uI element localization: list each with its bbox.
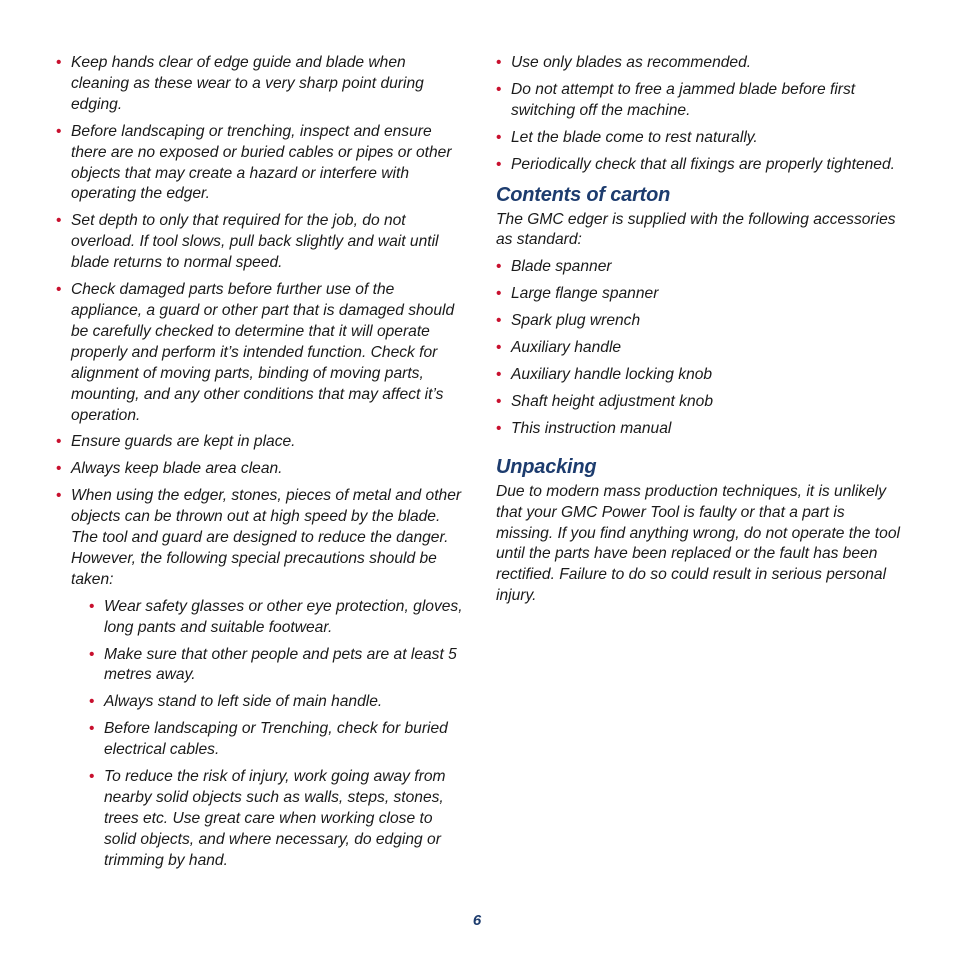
contents-item: • Auxiliary handle	[496, 338, 906, 359]
safety-list-continued	[496, 53, 906, 176]
contents-item: • Blade spanner	[496, 257, 906, 278]
list-item: • Keep hands clear of edge guide and blade when cleaning as these wear to a very sharp point during edging.	[56, 53, 466, 116]
left-column	[56, 53, 466, 878]
sub-list-item: • To reduce the risk of injury, work going away from nearby solid objects such as walls, steps, stones, trees etc. Use great care when working close to solid objects, and where necessary, do edging or trimming by hand.	[89, 767, 466, 872]
list-item: • Check damaged parts before further use of the appliance, a guard or other part that is damaged should be carefully checked to determine that it will operate properly and perform it’s intended function. Check for alignment of moving parts, binding of moving parts, mounting, and any other conditions that may affect it’s operation.	[56, 280, 466, 426]
sub-list-item: • Always stand to left side of main handle.	[89, 692, 466, 713]
list-item: • Before landscaping or trenching, inspect and ensure there are no exposed or buried cables or pipes or other objects that may create a hazard or interfere with operating the edger.	[56, 122, 466, 206]
contents-item: • This instruction manual	[496, 419, 906, 440]
sub-list-item: • Wear safety glasses or other eye protection, gloves, long pants and suitable footwear.	[89, 597, 466, 639]
page-number: 6	[472, 912, 482, 929]
precautions-sublist	[89, 597, 466, 872]
contents-item: • Shaft height adjustment knob	[496, 392, 906, 413]
list-item: • Set depth to only that required for the job, do not overload. If tool slows, pull back slightly and wait until blade returns to normal speed.	[56, 211, 466, 274]
list-item-text: When using the edger, stones, pieces of metal and other objects can be thrown out at high speed by the blade. The tool and guard are designed to reduce the danger. However, the following special precautions should be taken:	[71, 487, 462, 588]
contents-heading: Contents of carton	[496, 183, 671, 206]
unpacking-heading: Unpacking	[496, 455, 597, 478]
sub-list-item: • Make sure that other people and pets are at least 5 metres away.	[89, 645, 466, 687]
unpacking-text: Due to modern mass production techniques, it is unlikely that your GMC Power Tool is faulty or that a part is missing. If you find anything wrong, do not operate the tool until the parts have been replaced or the fault has been rectified. Failure to do so could result in serious personal injury.	[496, 482, 900, 605]
list-item: • Use only blades as recommended.	[496, 53, 906, 74]
safety-list	[56, 53, 466, 872]
list-item-with-sublist	[56, 486, 466, 871]
contents-item: • Spark plug wrench	[496, 311, 906, 332]
list-item: • Do not attempt to free a jammed blade before first switching off the machine.	[496, 80, 906, 122]
contents-item: • Large flange spanner	[496, 284, 906, 305]
contents-list	[496, 257, 906, 439]
list-item: • Always keep blade area clean.	[56, 459, 466, 480]
right-column	[496, 53, 906, 613]
list-item: • Ensure guards are kept in place.	[56, 432, 466, 453]
list-item: • Let the blade come to rest naturally.	[496, 128, 906, 149]
contents-intro: The GMC edger is supplied with the following accessories as standard:	[496, 210, 896, 249]
sub-list-item: • Before landscaping or Trenching, check for buried electrical cables.	[89, 719, 466, 761]
contents-item: • Auxiliary handle locking knob	[496, 365, 906, 386]
list-item: • Periodically check that all fixings are properly tightened.	[496, 155, 906, 176]
